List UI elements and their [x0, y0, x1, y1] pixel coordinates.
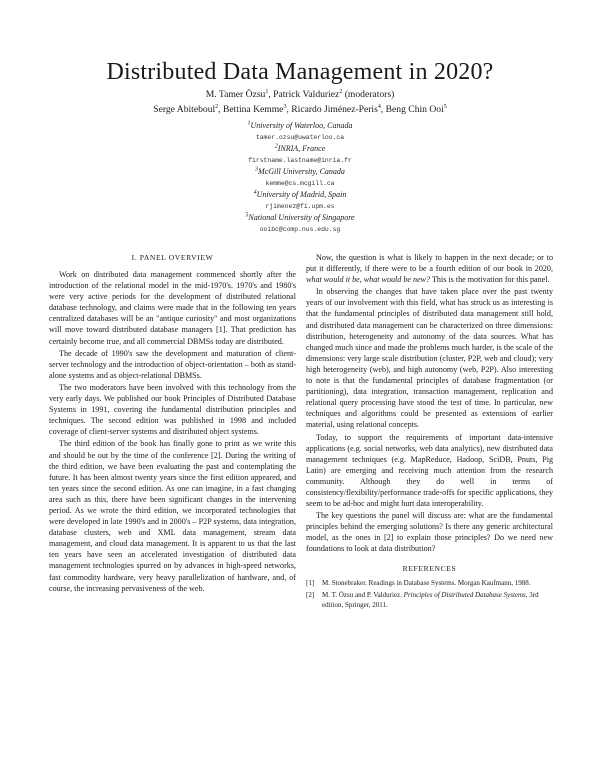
paragraph-text: Now, the question is what is likely to happen in the next decade; or to put it differently, if there were to be a fourth edition of our book in 2020, — [306, 253, 553, 274]
paragraph-emphasis: what would it be, what would be new? — [306, 275, 431, 285]
paragraph-text: This is the motivation for this panel. — [430, 275, 550, 285]
affil-email: rjimenez@fi.upm.es — [265, 202, 335, 210]
moderators-line — [0, 89, 600, 101]
reference-item — [306, 591, 553, 610]
affil-sup: 5 — [245, 212, 249, 219]
affil-sup: 3 — [255, 166, 259, 173]
affil-name: National University of Singapore — [248, 213, 355, 222]
affiliation — [150, 166, 450, 189]
affil-name: McGill University, Canada — [258, 167, 345, 176]
author-ooi: , Beng Chin Ooi — [380, 104, 444, 115]
author-jimenez-peris: , Ricardo Jiménez-Peris — [286, 104, 378, 115]
paper-title: Distributed Data Management in 2020? — [106, 59, 494, 85]
author-kemme: , Bettina Kemme — [218, 104, 284, 115]
affil-email: ooibc@comp.nus.edu.sg — [259, 225, 341, 233]
paragraph: Work on distributed data management commenced shortly after the introduction of the relational model in the mid-1970's. 1970's and 1980's were very active periods for the development of distributed relational database technology, and claims were made that in the following ten years centralized databases will be an "antique curiosity" and most organizations will move toward distributed database managers [1]. That prediction has certainly become true, and all commercial DBMSs today are distributed. — [49, 270, 296, 346]
reference-item — [306, 579, 553, 589]
panelists-line — [0, 104, 600, 116]
affil-name: INRIA, France — [277, 144, 326, 153]
paragraph: The key questions the panel will discuss are: what are the fundamental principles behind the emerging solutions? Is there any generic architectural model, as the ones in [2] to explain those principles? Do we need new foundations to look at data distribution? — [306, 511, 553, 554]
affil-name: University of Waterloo, Canada — [250, 121, 353, 130]
author-sup: 5 — [443, 103, 447, 110]
paragraph: The two moderators have been involved with this technology from the very early days. We published our book Principles of Distributed Database Systems in 1991, covering the fundamental distribution principles and techniques. The second edition was published in 1998 and included coverage of client-server systems and distributed object systems. — [49, 382, 296, 437]
paragraph: The decade of 1990's saw the development and maturation of client-server technology and the introduction of object-orientation – both as stand-alone systems and as object-relational DBMSs. — [49, 348, 296, 380]
affil-email: tamer.ozsu@uwaterloo.ca — [255, 133, 345, 141]
reference-text: M. Stonebraker. Readings in Database Systems. Morgan Kaufmann, 1988. — [322, 578, 531, 587]
right-column — [306, 252, 553, 613]
affil-email: kemme@cs.mcgill.ca — [265, 179, 335, 187]
affiliation — [150, 120, 450, 143]
author-valduriez: , Patrick Valduriez — [268, 89, 340, 100]
affil-sup: 2 — [274, 143, 278, 150]
affil-sup: 1 — [247, 120, 251, 127]
author-sup: 2 — [215, 103, 219, 110]
paragraph — [306, 252, 553, 285]
paragraph: Today, to support the requirements of important data-intensive applications (e.g. social networks, web data analytics), new distributed data management techniques (e.g. MapReduce, Hadoop, SciDB, Pnuts, Pig Latin) are emerging and receiving much attention from the research community. Although they do well in terms of consistency/flexibility/performance trade-offs for specific applications, they seem to be ad-hoc and might hurt data interoperability. — [306, 432, 553, 509]
reference-number: [2] — [306, 591, 315, 600]
affiliation — [150, 212, 450, 235]
paragraph: The third edition of the book has finally gone to print as we write this and should be out by the time of the conference [2]. During the writing of the third edition, we have been evaluating the past and contemplating the future. It has been almost twenty years since the first edition appeared, and ten years since the second edition. As one can imagine, in a fast changing area such as this, there have been significant changes in the intervening period. As we wrote the third edition, we incorporated technologies that were developed in late 1990's and in 2000's – P2P systems, data integration, database clusters, web and XML data management, stream data management, and cloud data management. It is apparent to us that the last ten years have seen an accelerated investigation of distributed data management technologies spurred on by advances in high-speed networks, fast commodity hardware, very heavy parallelization of hardware, and, of course, the increasing pervasiveness of the web. — [49, 439, 296, 593]
author-ozsu: M. Tamer Özsu — [205, 89, 266, 100]
author-sup: 2 — [339, 88, 343, 95]
affiliations — [150, 120, 450, 235]
moderators-label: (moderators) — [342, 89, 395, 100]
affil-name: University of Madrid, Spain — [256, 190, 347, 199]
reference-text: M. T. Özsu and P. Valduriez. Principles of Distributed Database Systems, 3rd edition, Springer, 2011. — [322, 591, 539, 609]
section-heading: I. PANEL OVERVIEW — [131, 253, 214, 262]
author-sup: 1 — [265, 88, 269, 95]
reference-number: [1] — [306, 578, 315, 587]
affil-sup: 4 — [253, 189, 257, 196]
left-column — [49, 252, 296, 594]
author-sup: 3 — [283, 103, 287, 110]
author-sup: 4 — [377, 103, 381, 110]
paragraph: In observing the changes that have taken place over the past twenty years of our involvement with this field, what has struck us as interesting is that the fundamental principles of distributed data management still hold, and distributed data management can be characterized on three dimensions: distribution, heterogeneity and autonomy of the data sources. What has changed much since and made the problems much harder, is the scale of the dimensions: very large scale distribution (cluster, P2P, web and cloud); very high heterogeneity (web), and high autonomy (web, P2P). Also interesting to note is that the fundamental principles of database fragmentation (or partitioning), data integration, transaction management, replication and relational query processing have stood the test of time. In particular, new techniques and algorithms could be presented as extensions of earlier material, using relational concepts. — [306, 287, 553, 430]
affil-email: firstname.lastname@inria.fr — [248, 156, 352, 164]
affiliation — [150, 143, 450, 166]
references-heading: REFERENCES — [402, 563, 457, 573]
author-abiteboul: Serge Abiteboul — [153, 104, 216, 115]
affiliation — [150, 189, 450, 212]
